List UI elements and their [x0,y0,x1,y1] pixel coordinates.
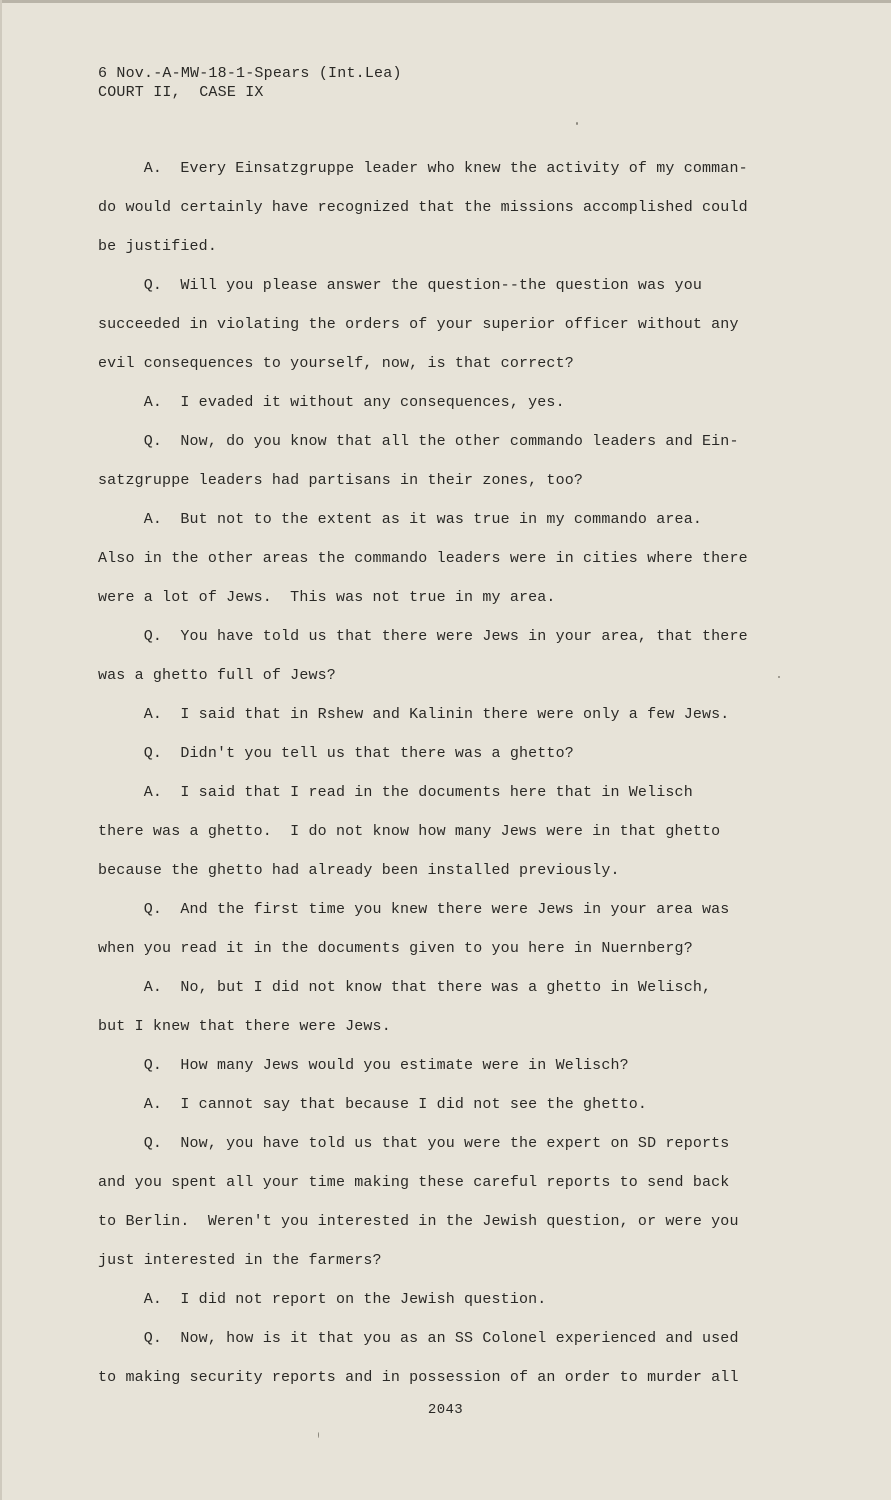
transcript-line: do would certainly have recognized that the missions accomplished could [98,199,748,216]
transcript-line: Q. You have told us that there were Jews in your area, that there [98,628,748,645]
transcript-line: be justified. [98,238,217,255]
header-case-line: COURT II, CASE IX [98,84,264,101]
transcript-line: A. No, but I did not know that there was a ghetto in Welisch, [98,979,712,996]
transcript-line: Also in the other areas the commando leaders were in cities where there [98,550,748,567]
transcript-line: Q. Now, do you know that all the other commando leaders and Ein- [98,433,739,450]
transcript-line: A. I said that in Rshew and Kalinin there were only a few Jews. [98,706,730,723]
transcript-line: because the ghetto had already been installed previously. [98,862,620,879]
transcript-line: when you read it in the documents given to you here in Nuernberg? [98,940,693,957]
document-header [98,64,402,102]
transcript-line: Q. Didn't you tell us that there was a ghetto? [98,745,574,762]
header-session-line: 6 Nov.-A-MW-18-1-Spears (Int.Lea) [98,65,402,82]
page-top-edge [0,0,891,3]
transcript-line: but I knew that there were Jews. [98,1018,391,1035]
transcript-line: A. Every Einsatzgruppe leader who knew the activity of my comman- [98,160,748,177]
transcript-line: Q. And the first time you knew there were Jews in your area was [98,901,730,918]
transcript-line: A. I cannot say that because I did not see the ghetto. [98,1096,648,1113]
transcript-line: Q. How many Jews would you estimate were in Welisch? [98,1057,629,1074]
transcript-line: Q. Will you please answer the question--the question was you [98,277,702,294]
transcript-line: A. I evaded it without any consequences, yes. [98,394,565,411]
page-left-edge [0,0,2,1500]
paper-speck [576,122,578,125]
transcript-line: to Berlin. Weren't you interested in the Jewish question, or were you [98,1213,739,1230]
transcript-line: there was a ghetto. I do not know how many Jews were in that ghetto [98,823,721,840]
paper-speck [318,1432,319,1438]
transcript-line: Q. Now, how is it that you as an SS Colonel experienced and used [98,1330,739,1347]
paper-speck [778,676,780,678]
transcript-line: to making security reports and in possession of an order to murder all [98,1369,739,1386]
transcript-line: and you spent all your time making these careful reports to send back [98,1174,730,1191]
transcript-line: just interested in the farmers? [98,1252,382,1269]
transcript-line: were a lot of Jews. This was not true in my area. [98,589,556,606]
transcript-line: A. But not to the extent as it was true in my commando area. [98,511,702,528]
transcript-line: A. I did not report on the Jewish question. [98,1291,547,1308]
transcript-line: Q. Now, you have told us that you were the expert on SD reports [98,1135,730,1152]
transcript-line: A. I said that I read in the documents here that in Welisch [98,784,693,801]
page-number: 2043 [427,1402,464,1418]
transcript-line: satzgruppe leaders had partisans in their zones, too? [98,472,584,489]
transcript-line: succeeded in violating the orders of your superior officer without any [98,316,739,333]
transcript-line: evil consequences to yourself, now, is that correct? [98,355,574,372]
transcript-line: was a ghetto full of Jews? [98,667,336,684]
